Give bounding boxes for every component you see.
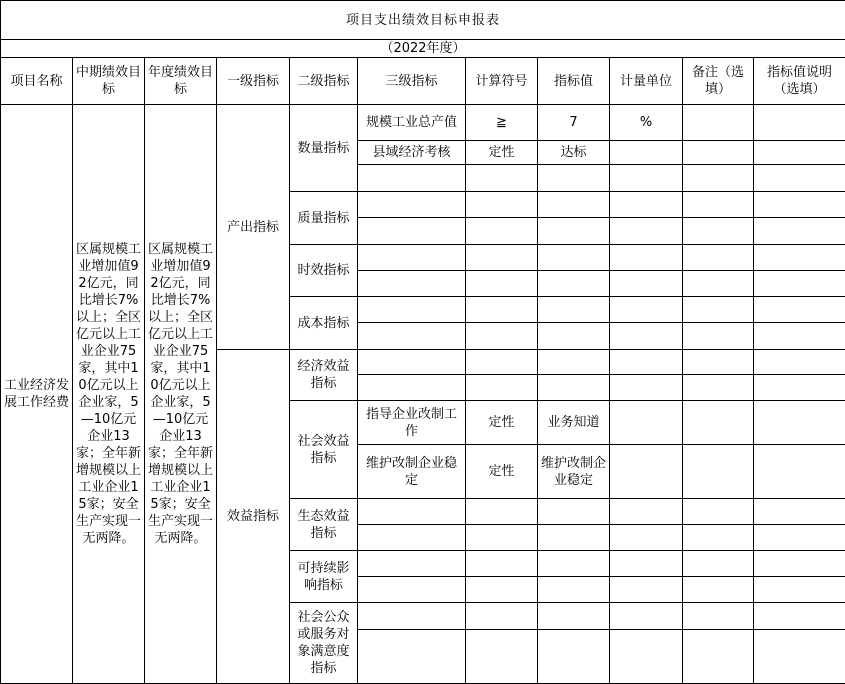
indicator-unit bbox=[610, 375, 683, 401]
indicator-symbol bbox=[466, 375, 538, 401]
indicator-symbol bbox=[466, 525, 538, 551]
indicator-value bbox=[538, 165, 610, 192]
header-remark: 备注（选填） bbox=[683, 58, 754, 105]
level1-output: 产出指标 bbox=[217, 105, 290, 350]
level2-social: 社会效益指标 bbox=[290, 401, 358, 499]
value-desc-cell bbox=[754, 297, 845, 323]
header-level2: 二级指标 bbox=[290, 58, 358, 105]
indicator-name bbox=[358, 165, 466, 192]
value-desc-cell bbox=[754, 245, 845, 271]
indicator-symbol bbox=[466, 218, 538, 245]
indicator-unit bbox=[610, 445, 683, 499]
indicator-unit bbox=[610, 271, 683, 297]
indicator-unit bbox=[610, 499, 683, 525]
indicator-name bbox=[358, 525, 466, 551]
indicator-name: 规模工业总产值 bbox=[358, 105, 466, 141]
header-value: 指标值 bbox=[538, 58, 610, 105]
level2-ecological: 生态效益指标 bbox=[290, 499, 358, 551]
indicator-name bbox=[358, 603, 466, 630]
indicator-symbol bbox=[466, 551, 538, 577]
indicator-symbol bbox=[466, 350, 538, 375]
indicator-unit bbox=[610, 141, 683, 165]
indicator-value bbox=[538, 603, 610, 630]
indicator-value bbox=[538, 218, 610, 245]
indicator-name bbox=[358, 245, 466, 271]
level1-benefit: 效益指标 bbox=[217, 350, 290, 684]
indicator-symbol: ≧ bbox=[466, 105, 538, 141]
remark-cell bbox=[683, 192, 754, 218]
indicator-unit: % bbox=[610, 105, 683, 141]
value-desc-cell bbox=[754, 499, 845, 525]
value-desc-cell bbox=[754, 525, 845, 551]
indicator-unit bbox=[610, 297, 683, 323]
indicator-unit bbox=[610, 165, 683, 192]
value-desc-cell bbox=[754, 551, 845, 577]
remark-cell bbox=[683, 105, 754, 141]
indicator-value bbox=[538, 297, 610, 323]
value-desc-cell bbox=[754, 323, 845, 350]
header-unit: 计量单位 bbox=[610, 58, 683, 105]
indicator-value bbox=[538, 375, 610, 401]
indicator-symbol bbox=[466, 499, 538, 525]
indicator-unit bbox=[610, 603, 683, 630]
year-label: （2022年度） bbox=[1, 40, 845, 58]
remark-cell bbox=[683, 141, 754, 165]
remark-cell bbox=[683, 445, 754, 499]
indicator-value bbox=[538, 630, 610, 684]
indicator-name bbox=[358, 192, 466, 218]
value-desc-cell bbox=[754, 350, 845, 375]
level2-timeliness: 时效指标 bbox=[290, 245, 358, 297]
indicator-name bbox=[358, 297, 466, 323]
indicator-name bbox=[358, 218, 466, 245]
value-desc-cell bbox=[754, 105, 845, 141]
indicator-name bbox=[358, 323, 466, 350]
value-desc-cell bbox=[754, 218, 845, 245]
indicator-unit bbox=[610, 551, 683, 577]
header-value-desc: 指标值说明（选填） bbox=[754, 58, 845, 105]
page-title: 项目支出绩效目标申报表 bbox=[1, 1, 845, 40]
remark-cell bbox=[683, 577, 754, 603]
value-desc-cell bbox=[754, 141, 845, 165]
remark-cell bbox=[683, 375, 754, 401]
value-desc-cell bbox=[754, 375, 845, 401]
indicator-symbol bbox=[466, 577, 538, 603]
project-name-cell: 工业经济发展工作经费 bbox=[1, 105, 73, 684]
level2-satisfaction: 社会公众或服务对象满意度指标 bbox=[290, 603, 358, 684]
indicator-unit bbox=[610, 577, 683, 603]
indicator-symbol bbox=[466, 603, 538, 630]
indicator-symbol: 定性 bbox=[466, 445, 538, 499]
indicator-symbol bbox=[466, 630, 538, 684]
level2-quantity: 数量指标 bbox=[290, 105, 358, 192]
value-desc-cell bbox=[754, 192, 845, 218]
indicator-name bbox=[358, 375, 466, 401]
remark-cell bbox=[683, 603, 754, 630]
remark-cell bbox=[683, 499, 754, 525]
value-desc-cell bbox=[754, 165, 845, 192]
indicator-name bbox=[358, 499, 466, 525]
indicator-name bbox=[358, 630, 466, 684]
indicator-symbol bbox=[466, 323, 538, 350]
indicator-unit bbox=[610, 218, 683, 245]
indicator-unit bbox=[610, 525, 683, 551]
indicator-value bbox=[538, 245, 610, 271]
indicator-name bbox=[358, 577, 466, 603]
remark-cell bbox=[683, 401, 754, 445]
indicator-value bbox=[538, 499, 610, 525]
value-desc-cell bbox=[754, 445, 845, 499]
indicator-unit bbox=[610, 245, 683, 271]
remark-cell bbox=[683, 551, 754, 577]
remark-cell bbox=[683, 297, 754, 323]
indicator-symbol: 定性 bbox=[466, 141, 538, 165]
indicator-symbol bbox=[466, 165, 538, 192]
remark-cell bbox=[683, 323, 754, 350]
indicator-unit bbox=[610, 350, 683, 375]
indicator-symbol bbox=[466, 192, 538, 218]
annual-goal-cell: 区属规模工业增加值92亿元，同比增长7%以上；全区亿元以上工业企业75家，其中10亿元以上企业家，5—10亿元企业13家；全年新增规模以上工业企业15家；安全生产实现一无两降。 bbox=[145, 105, 217, 684]
header-level3: 三级指标 bbox=[358, 58, 466, 105]
level2-cost: 成本指标 bbox=[290, 297, 358, 350]
header-level1: 一级指标 bbox=[217, 58, 290, 105]
remark-cell bbox=[683, 218, 754, 245]
indicator-symbol: 定性 bbox=[466, 401, 538, 445]
mid-goal-cell: 区属规模工业增加值92亿元，同比增长7%以上；全区亿元以上工业企业75家，其中10亿元以上企业家，5—10亿元企业13家；全年新增规模以上工业企业15家；安全生产实现一无两降。 bbox=[73, 105, 145, 684]
level2-economic: 经济效益指标 bbox=[290, 350, 358, 401]
indicator-value bbox=[538, 323, 610, 350]
indicator-name: 维护改制企业稳定 bbox=[358, 445, 466, 499]
header-annual-goal: 年度绩效目标 bbox=[145, 58, 217, 105]
indicator-unit bbox=[610, 630, 683, 684]
indicator-name bbox=[358, 551, 466, 577]
indicator-value bbox=[538, 350, 610, 375]
header-project-name: 项目名称 bbox=[1, 58, 73, 105]
value-desc-cell bbox=[754, 603, 845, 630]
remark-cell bbox=[683, 630, 754, 684]
indicator-value bbox=[538, 271, 610, 297]
indicator-value: 业务知道 bbox=[538, 401, 610, 445]
level2-quality: 质量指标 bbox=[290, 192, 358, 245]
indicator-value: 7 bbox=[538, 105, 610, 141]
indicator-name bbox=[358, 350, 466, 375]
indicator-symbol bbox=[466, 245, 538, 271]
indicator-value: 达标 bbox=[538, 141, 610, 165]
indicator-value bbox=[538, 551, 610, 577]
indicator-value bbox=[538, 525, 610, 551]
remark-cell bbox=[683, 271, 754, 297]
header-mid-goal: 中期绩效目标 bbox=[73, 58, 145, 105]
remark-cell bbox=[683, 525, 754, 551]
indicator-value bbox=[538, 192, 610, 218]
indicator-unit bbox=[610, 401, 683, 445]
indicator-symbol bbox=[466, 297, 538, 323]
remark-cell bbox=[683, 350, 754, 375]
value-desc-cell bbox=[754, 401, 845, 445]
level2-sustainable: 可持续影响指标 bbox=[290, 551, 358, 603]
value-desc-cell bbox=[754, 271, 845, 297]
value-desc-cell bbox=[754, 577, 845, 603]
indicator-value bbox=[538, 577, 610, 603]
value-desc-cell bbox=[754, 630, 845, 684]
indicator-name: 指导企业改制工作 bbox=[358, 401, 466, 445]
remark-cell bbox=[683, 165, 754, 192]
indicator-unit bbox=[610, 323, 683, 350]
indicator-unit bbox=[610, 192, 683, 218]
indicator-name bbox=[358, 271, 466, 297]
header-calc-symbol: 计算符号 bbox=[466, 58, 538, 105]
indicator-symbol bbox=[466, 271, 538, 297]
indicator-name: 县域经济考核 bbox=[358, 141, 466, 165]
remark-cell bbox=[683, 245, 754, 271]
indicator-value: 维护改制企业稳定 bbox=[538, 445, 610, 499]
